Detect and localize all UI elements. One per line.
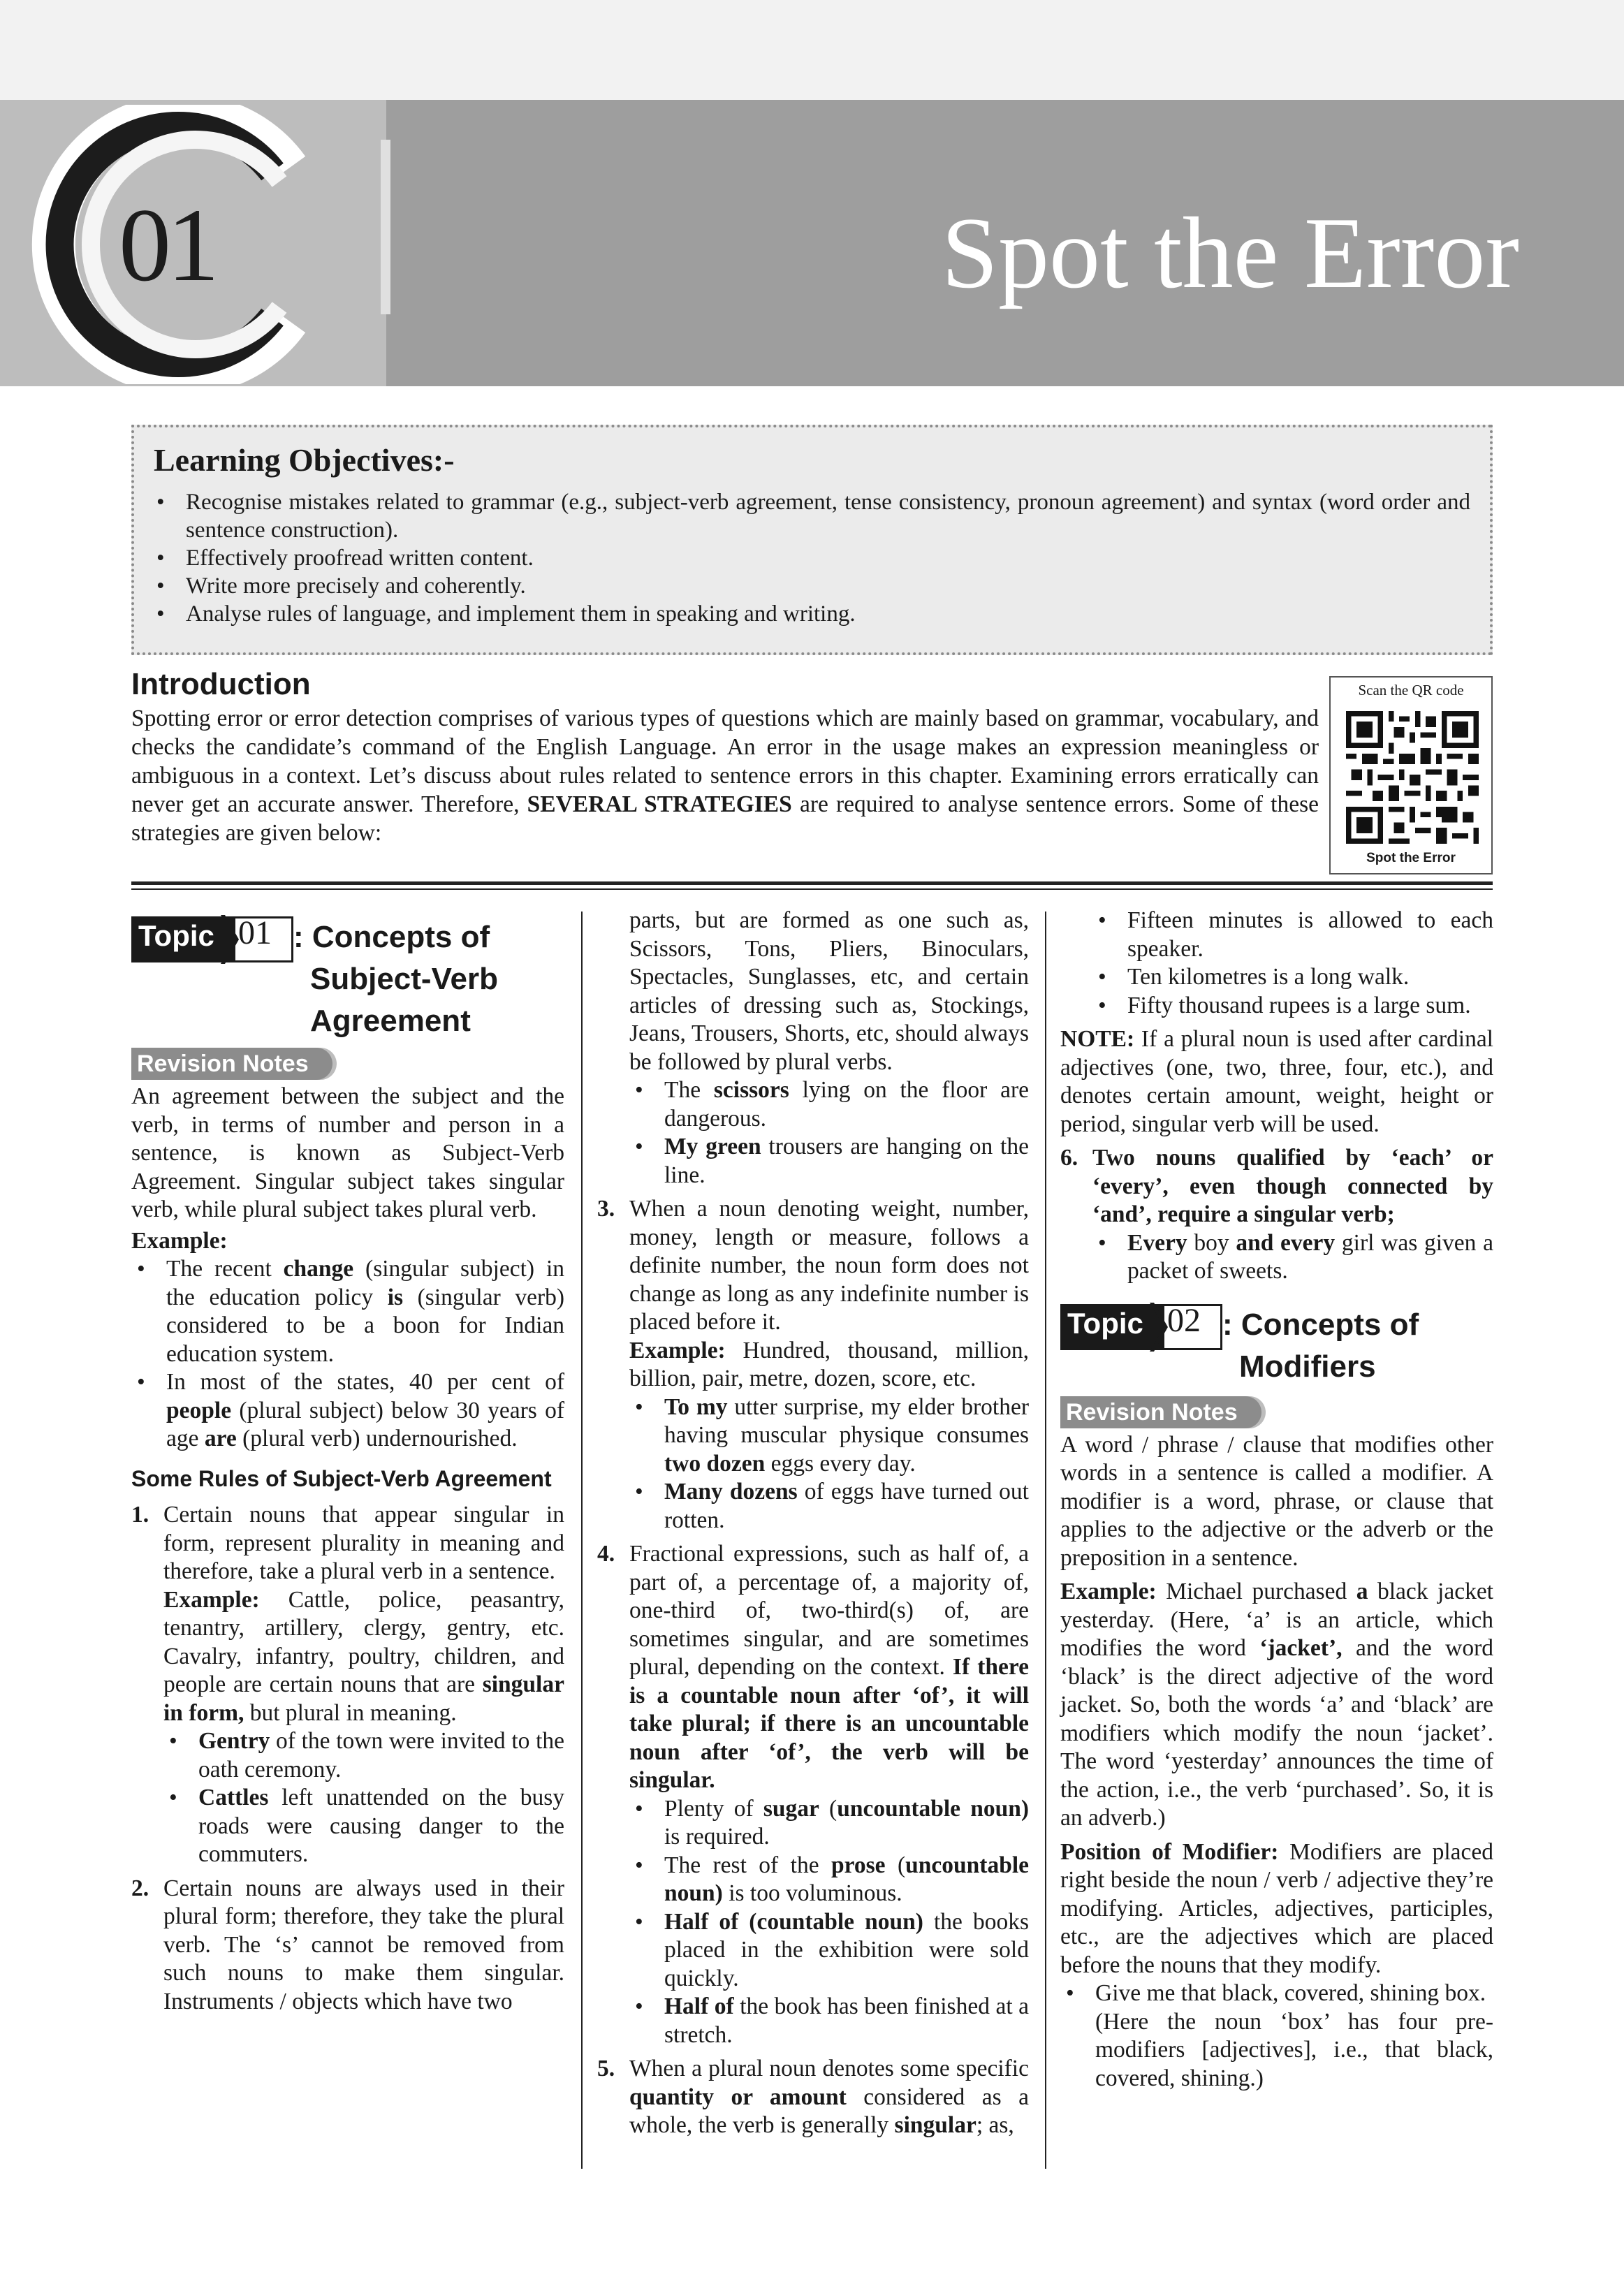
rule-5: 5. When a plural noun denotes some specific quantity or amount considered as a whole, the verb is generally singular; as, — [597, 2056, 1029, 2138]
qr-label: Spot the Error — [1366, 851, 1456, 865]
topic-title: : Concepts of Modifiers — [1222, 1307, 1419, 1384]
example-item: • The recent change (singular subject) in the education policy is (singular verb) considered to be a boon for Indian education system. — [131, 1255, 564, 1368]
rule-2: 2. Certain nouns are always used in their plural form; therefore, they take the plural verb. The ‘s’ cannot be removed from such nouns to make them singular. Instruments / objects which have two — [131, 1875, 564, 2014]
example-item: • In most of the states, 40 per cent of people (plural subject) below 30 years of age are (plural verb) undernourished. — [131, 1368, 564, 1454]
topic-number: 01 — [238, 914, 272, 951]
chapter-number: 01 — [119, 187, 215, 303]
qr-code-box[interactable] — [1329, 676, 1493, 874]
introduction-heading: Introduction — [131, 667, 311, 701]
topic-02-heading — [1060, 1298, 1493, 1382]
modifier-example: Example: Michael purchased a black jacket yesterday. (Here, ‘a’ is an article, which modifies the word ‘jacket’, and the word ‘black’ is the direct adjective of the word jacket. So, both the words ‘a’ and ‘black’ are modifiers which modify the noun ‘jacket’. The word ‘yesterday’ announces the time of the action, i.e., the verb ‘purchased’. So, it is an adverb.) — [1060, 1579, 1493, 1831]
rule-example: • Half of (countable noun) the books placed in the exhibition were sold quickly. — [629, 1908, 1029, 1993]
revision-notes-tag: Revision Notes — [1060, 1396, 1261, 1428]
topic-slash-icon — [1150, 1303, 1168, 1352]
rule-example: • Every boy and every girl was given a packet of sweets. — [1092, 1229, 1493, 1286]
definition-text: A word / phrase / clause that modifies other words in a sentence is called a modifier. A modifier is a word, phrase, or clause that applies to the adjective or the adverb or the preposition in a sentence. — [1060, 1431, 1493, 1571]
definition-text: An agreement between the subject and the verb, in terms of number and person in a sentence, is known as Subject-Verb Agreement. Singular subject takes singular verb, while plural subject takes plural verb. — [131, 1083, 564, 1222]
modifier-position: Position of Modifier: Modifiers are placed right beside the noun / verb / adjective they’re modifying. Articles, adjectives, participles, etc., are the adjectives which are placed before the nouns that they modify. — [1060, 1838, 1493, 1978]
topic-word: Topic — [138, 919, 214, 952]
qr-code-icon[interactable] — [1346, 711, 1479, 844]
topic-word: Topic — [1067, 1306, 1143, 1340]
column-1 — [131, 908, 564, 2016]
rule-example: • The rest of the prose (uncountable noun) is too voluminous. — [629, 1852, 1029, 1908]
rule-2-continued: parts, but are formed as one such as, Scissors, Tons, Pliers, Binoculars, Spectacles, Sunglasses, etc, and certain articles of dressing such as, Stockings, Jeans, Trousers, Shorts, etc, should always be followed by plural verbs. — [629, 907, 1029, 1075]
rule-example: • Plenty of sugar (uncountable noun) is required. — [629, 1795, 1029, 1852]
qr-caption: Scan the QR code — [1358, 682, 1464, 698]
rule-1: 1. Certain nouns that appear singular in form, represent plurality in meaning and therefore, take a plural verb in a sentence. Example: Cattle, police, peasantry, tenantry, artillery, clergy, gentry, etc. Cavalry, infantry, poultry, children, and people are certain nouns that are singular in form, but plural in meaning. • Gentry of the town were invited to the oath ceremony. • Cattles left unattended on the busy roads were causing danger to the commuters. — [131, 1501, 564, 1869]
objective-item: • Recognise mistakes related to grammar (e.g., subject-verb agreement, tense consistency, pronoun agreement) and syntax (word order and sentence construction). — [154, 488, 1470, 544]
rules-heading: Some Rules of Subject-Verb Agreement — [131, 1465, 552, 1491]
rule-example: • The scissors lying on the floor are dangerous. — [629, 1076, 1029, 1133]
example-list — [131, 1255, 564, 1454]
topic-slash-icon — [221, 915, 239, 964]
column-2 — [597, 907, 1029, 2140]
rule-example: • Fifty thousand rupees is a large sum. — [1092, 992, 1493, 1020]
rule-example: • Many dozens of eggs have turned out rotten. — [629, 1478, 1029, 1535]
introduction-text: Spotting error or error detection comprises of various types of questions which are mainly based on grammar, vocabulary, and checks the candidate’s command of the English Language. An error in the usage makes an expression meaningless or ambiguous in a context. Let’s discuss about rules related to sentence errors in this chapter. Examining errors erratically can never get an accurate answer. Therefore, SEVERAL STRATEGIES are required to analyse sentence errors. Some of these strategies are given below: — [131, 705, 1319, 846]
topic-title: : Concepts of Subject-Verb Agreement — [293, 920, 498, 1038]
objective-item: • Analyse rules of language, and implement them in speaking and writing. — [154, 600, 1470, 628]
objectives-list — [154, 488, 1470, 628]
column-divider — [1045, 912, 1046, 2169]
rule-example: • Cattles left unattended on the busy roads were causing danger to the commuters. — [163, 1784, 564, 1869]
rule-3: 3. When a noun denoting weight, number, money, length or measure, follows a definite number, the noun form does not change as long as any indefinite number is placed before it. Example: Hundred, thousand, million, billion, pair, metre, dozen, score, etc. • To my utter surprise, my elder brother having muscular physique consumes two dozen eggs every day. • Many dozens of eggs have turned out rotten. — [597, 1195, 1029, 1535]
rule-example: • Fifteen minutes is allowed to each speaker. — [1092, 907, 1493, 963]
rule-example: • My green trousers are hanging on the line. — [629, 1133, 1029, 1189]
rule-6: 6. Two nouns qualified by ‘each’ or ‘every’, even though connected by ‘and’, require a singular verb; • Every boy and every girl was given a packet of sweets. — [1060, 1144, 1493, 1286]
section-rule — [131, 881, 1493, 885]
column-3 — [1060, 907, 1493, 2093]
top-margin-strip — [0, 0, 1624, 100]
rule-example: • Ten kilometres is a long walk. — [1092, 963, 1493, 992]
rule-example: • Half of the book has been finished at a stretch. — [629, 1993, 1029, 2049]
header-divider — [381, 140, 390, 314]
note-text: NOTE: If a plural noun is used after cardinal adjectives (one, two, three, four, etc.), and denotes certain amount, weight, height or period, singular verb will be used. — [1060, 1026, 1493, 1137]
revision-notes-tag: Revision Notes — [131, 1048, 332, 1080]
objectives-title: Learning Objectives:- — [154, 442, 455, 478]
example-label: Example: — [131, 1227, 228, 1254]
section-rule — [131, 888, 1493, 890]
objective-item: • Write more precisely and coherently. — [154, 572, 1470, 600]
topic-badge — [131, 916, 293, 962]
rule-example: • Gentry of the town were invited to the oath ceremony. — [163, 1727, 564, 1784]
topic-number: 02 — [1167, 1301, 1201, 1339]
modifier-example-item: • Give me that black, covered, shining box. (Here the noun ‘box’ has four pre-modifiers [adjectives], i.e., that black, covered, shining.) — [1060, 1979, 1493, 2093]
topic-badge — [1060, 1301, 1222, 1350]
topic-01-heading — [131, 908, 564, 1038]
column-divider — [581, 912, 583, 2169]
rule-example: • To my utter surprise, my elder brother having muscular physique consumes two dozen eggs every day. — [629, 1393, 1029, 1479]
rule-4: 4. Fractional expressions, such as half of, a part of, a percentage of, a majority of, one-third of, two-third(s) of, are sometimes singular, and are sometimes plural, depending on the context. If there is a countable noun after ‘of’, it will take plural; if there is an uncountable noun after ‘of’, the verb will be singular. • Plenty of sugar (uncountable noun) is required. • The rest of the prose (uncountable noun) is too voluminous. • Half of (countable noun) the books placed in the exhibition were sold quickly. • Half of the book has been finished at a stretch. — [597, 1540, 1029, 2049]
objective-item: • Effectively proofread written content. — [154, 544, 1470, 572]
learning-objectives-box — [131, 425, 1493, 655]
chapter-title: Spot the Error — [941, 196, 1519, 309]
